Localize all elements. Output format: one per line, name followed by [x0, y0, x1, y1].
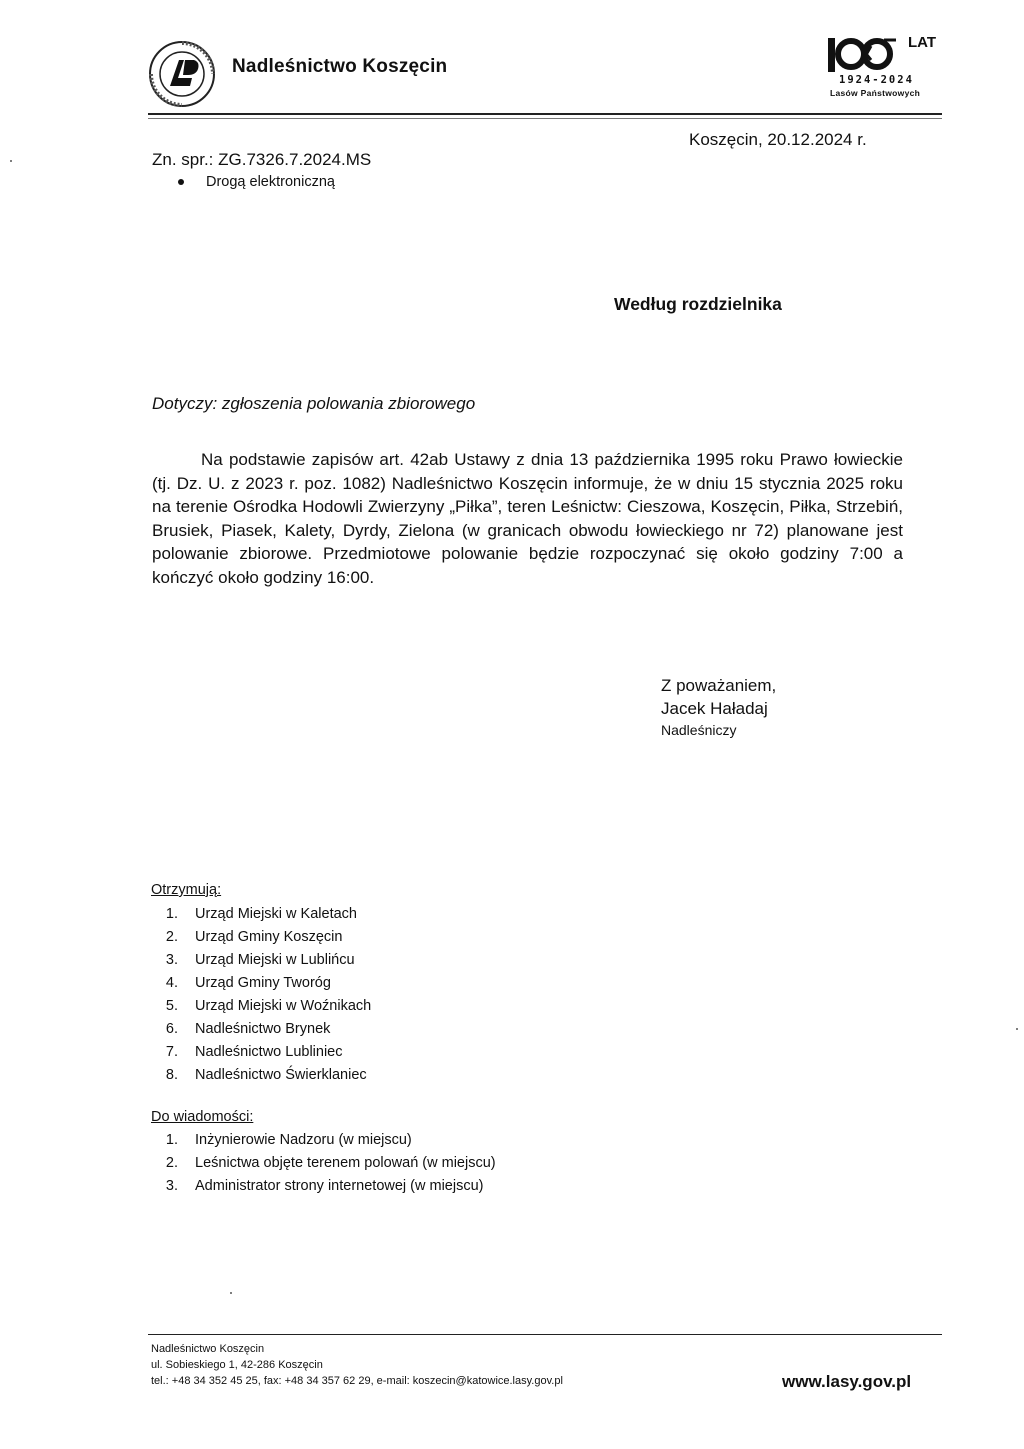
list-text: Urząd Gminy Koszęcin — [195, 929, 343, 945]
delivery-text: Drogą elektroniczną — [206, 174, 335, 190]
list-item — [151, 1129, 496, 1152]
cc-list — [151, 1129, 496, 1198]
list-item — [151, 949, 371, 972]
scan-speck — [230, 1292, 232, 1294]
footer-rule — [148, 1334, 942, 1335]
cc-heading: Do wiadomości: — [151, 1109, 254, 1125]
footer-org-name: Nadleśnictwo Koszęcin — [151, 1343, 265, 1355]
list-number: 8. — [165, 1067, 178, 1083]
list-item — [151, 972, 371, 995]
scan-speck — [10, 160, 12, 162]
list-text: Urząd Miejski w Woźnikach — [195, 998, 372, 1014]
closing: Z poważaniem, — [661, 676, 777, 695]
signer-title: Nadleśniczy — [661, 722, 737, 738]
footer-address: ul. Sobieskiego 1, 42-286 Koszęcin — [151, 1359, 323, 1371]
list-number: 5. — [165, 998, 178, 1014]
lasy-panstwowe-logo — [148, 40, 216, 108]
anniversary-caption: Lasów Państwowych — [830, 88, 921, 98]
place-date: Koszęcin, 20.12.2024 r. — [689, 130, 867, 149]
list-number: 2. — [165, 929, 178, 945]
list-item — [151, 995, 371, 1018]
list-text: Leśnictwa objęte terenem polowań (w miejscu) — [195, 1155, 496, 1171]
list-number: 7. — [165, 1044, 178, 1060]
delivery-method — [178, 174, 335, 190]
list-item — [151, 926, 371, 949]
subject-line: Dotyczy: zgłoszenia polowania zbiorowego — [152, 394, 476, 413]
list-item — [151, 1175, 496, 1198]
header-rule-thin — [148, 118, 942, 119]
list-text: Nadleśnictwo Świerklaniec — [195, 1067, 367, 1083]
list-text: Inżynierowie Nadzoru (w miejscu) — [195, 1132, 412, 1148]
anniversary-lat-label: LAT — [908, 34, 937, 51]
scan-speck — [1016, 1028, 1018, 1030]
list-text: Urząd Miejski w Lublińcu — [195, 952, 355, 968]
list-number: 1. — [165, 1132, 178, 1148]
anniversary-years: 1924-2024 — [839, 74, 914, 86]
list-number: 1. — [165, 906, 178, 922]
list-item — [151, 903, 371, 926]
recipients-heading: Otrzymują: — [151, 882, 222, 898]
list-text: Nadleśnictwo Brynek — [195, 1021, 331, 1037]
footer-website-link[interactable]: www.lasy.gov.pl — [782, 1372, 912, 1391]
list-number: 6. — [165, 1021, 178, 1037]
list-text: Nadleśnictwo Lubliniec — [195, 1044, 343, 1060]
body-paragraph: Na podstawie zapisów art. 42ab Ustawy z dnia 13 października 1995 roku Prawo łowieckie (tj. Dz. U. z 2023 r. poz. 1082) Nadleśnictwo Koszęcin informuje, że w dniu 15 stycznia 2025 roku na terenie Ośrodka Hodowli Zwierzyny „Piłka”, teren Leśnictw: Cieszowa, Koszęcin, Piłka, Strzebiń, Brusiek, Piasek, Kalety, Dyrdy, Zielona (w granicach obwodu łowieckiego nr 72) planowane jest polowanie zbiorowe. Przedmiotowe polowanie będzie rozpoczynać się około godziny 7:00 a kończyć około godziny 16:00. — [152, 450, 903, 587]
list-item — [151, 1018, 371, 1041]
org-name: Nadleśnictwo Koszęcin — [232, 56, 448, 77]
list-number: 3. — [165, 952, 178, 968]
list-item — [151, 1041, 371, 1064]
recipients-list — [151, 903, 371, 1087]
header-rule — [148, 113, 942, 115]
reference-number: Zn. spr.: ZG.7326.7.2024.MS — [152, 150, 372, 169]
list-number: 4. — [165, 975, 178, 991]
list-text: Administrator strony internetowej (w miejscu) — [195, 1178, 484, 1194]
list-item — [151, 1152, 496, 1175]
list-item — [151, 1064, 371, 1087]
signer-name: Jacek Haładaj — [661, 699, 768, 718]
list-text: Urząd Gminy Tworóg — [195, 975, 331, 991]
addressee: Według rozdzielnika — [614, 294, 782, 314]
footer-contact: tel.: +48 34 352 45 25, fax: +48 34 357 62 29, e-mail: koszecin@katowice.lasy.gov.pl — [151, 1375, 563, 1387]
list-number: 2. — [165, 1155, 178, 1171]
list-number: 3. — [165, 1178, 178, 1194]
bullet-icon — [178, 179, 184, 185]
list-text: Urząd Miejski w Kaletach — [195, 906, 357, 922]
